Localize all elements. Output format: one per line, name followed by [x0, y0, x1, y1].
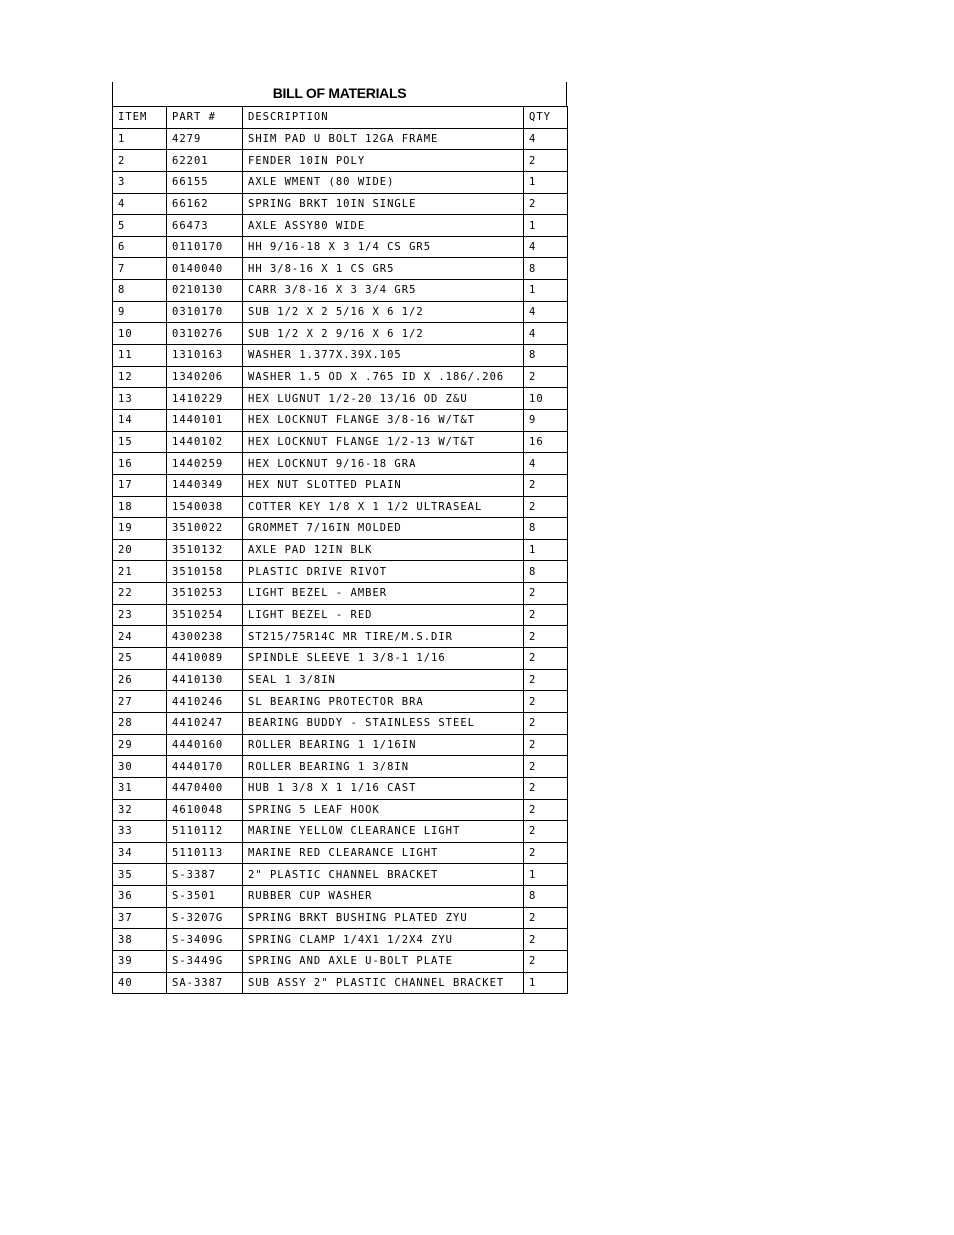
part-number-cell: 1440101 — [167, 409, 243, 431]
item-cell: 32 — [113, 799, 167, 821]
part-number-cell: 4410247 — [167, 712, 243, 734]
part-number-cell: S-3409G — [167, 929, 243, 951]
qty-cell: 2 — [524, 150, 568, 172]
qty-cell: 8 — [524, 561, 568, 583]
item-cell: 21 — [113, 561, 167, 583]
table-row — [113, 734, 568, 756]
table-row — [113, 301, 568, 323]
part-number-cell: 4440160 — [167, 734, 243, 756]
part-number-cell: 0210130 — [167, 280, 243, 302]
description-cell: SPRING BRKT 10IN SINGLE — [243, 193, 524, 215]
table-row — [113, 604, 568, 626]
table-row — [113, 453, 568, 475]
qty-cell: 2 — [524, 777, 568, 799]
description-cell: HEX NUT SLOTTED PLAIN — [243, 474, 524, 496]
description-cell: SPRING 5 LEAF HOOK — [243, 799, 524, 821]
part-number-cell: 4440170 — [167, 756, 243, 778]
table-title: BILL OF MATERIALS — [112, 82, 567, 106]
description-cell: SEAL 1 3/8IN — [243, 669, 524, 691]
description-cell: BEARING BUDDY - STAINLESS STEEL — [243, 712, 524, 734]
description-cell: AXLE ASSY80 WIDE — [243, 215, 524, 237]
qty-cell: 2 — [524, 583, 568, 605]
description-cell: MARINE RED CLEARANCE LIGHT — [243, 842, 524, 864]
item-cell: 13 — [113, 388, 167, 410]
qty-cell: 1 — [524, 539, 568, 561]
table-row — [113, 539, 568, 561]
table-row — [113, 431, 568, 453]
part-number-cell: 4410246 — [167, 691, 243, 713]
table-row — [113, 561, 568, 583]
item-cell: 33 — [113, 821, 167, 843]
item-cell: 2 — [113, 150, 167, 172]
description-cell: GROMMET 7/16IN MOLDED — [243, 518, 524, 540]
table-row — [113, 409, 568, 431]
part-number-cell: S-3449G — [167, 950, 243, 972]
description-cell: MARINE YELLOW CLEARANCE LIGHT — [243, 821, 524, 843]
description-cell: ST215/75R14C MR TIRE/M.S.DIR — [243, 626, 524, 648]
description-cell: AXLE WMENT (80 WIDE) — [243, 171, 524, 193]
item-cell: 12 — [113, 366, 167, 388]
part-number-cell: 1340206 — [167, 366, 243, 388]
part-number-cell: 3510158 — [167, 561, 243, 583]
bom-table — [112, 106, 568, 994]
description-cell: LIGHT BEZEL - AMBER — [243, 583, 524, 605]
description-cell: FENDER 10IN POLY — [243, 150, 524, 172]
item-cell: 9 — [113, 301, 167, 323]
table-row — [113, 171, 568, 193]
description-cell: SUB 1/2 X 2 5/16 X 6 1/2 — [243, 301, 524, 323]
table-row — [113, 215, 568, 237]
part-number-cell: 0310170 — [167, 301, 243, 323]
part-number-cell: 0310276 — [167, 323, 243, 345]
part-number-cell: 0140040 — [167, 258, 243, 280]
qty-cell: 9 — [524, 409, 568, 431]
header-qty: QTY — [524, 107, 568, 129]
qty-cell: 4 — [524, 453, 568, 475]
table-row — [113, 950, 568, 972]
part-number-cell: 0110170 — [167, 236, 243, 258]
qty-cell: 2 — [524, 950, 568, 972]
description-cell: SPRING BRKT BUSHING PLATED ZYU — [243, 907, 524, 929]
item-cell: 37 — [113, 907, 167, 929]
part-number-cell: 1410229 — [167, 388, 243, 410]
table-row — [113, 496, 568, 518]
description-cell: HH 3/8-16 X 1 CS GR5 — [243, 258, 524, 280]
item-cell: 10 — [113, 323, 167, 345]
description-cell: PLASTIC DRIVE RIVOT — [243, 561, 524, 583]
item-cell: 35 — [113, 864, 167, 886]
part-number-cell: 1540038 — [167, 496, 243, 518]
qty-cell: 1 — [524, 972, 568, 994]
part-number-cell: 4279 — [167, 128, 243, 150]
item-cell: 14 — [113, 409, 167, 431]
part-number-cell: 4410089 — [167, 648, 243, 670]
table-row — [113, 150, 568, 172]
table-row — [113, 236, 568, 258]
qty-cell: 2 — [524, 193, 568, 215]
description-cell: SUB ASSY 2" PLASTIC CHANNEL BRACKET — [243, 972, 524, 994]
part-number-cell: 4410130 — [167, 669, 243, 691]
part-number-cell: 66162 — [167, 193, 243, 215]
description-cell: SPINDLE SLEEVE 1 3/8-1 1/16 — [243, 648, 524, 670]
table-row — [113, 907, 568, 929]
part-number-cell: 3510132 — [167, 539, 243, 561]
item-cell: 24 — [113, 626, 167, 648]
part-number-cell: S-3501 — [167, 886, 243, 908]
item-cell: 8 — [113, 280, 167, 302]
description-cell: COTTER KEY 1/8 X 1 1/2 ULTRASEAL — [243, 496, 524, 518]
item-cell: 16 — [113, 453, 167, 475]
qty-cell: 2 — [524, 907, 568, 929]
qty-cell: 10 — [524, 388, 568, 410]
item-cell: 30 — [113, 756, 167, 778]
part-number-cell: 66155 — [167, 171, 243, 193]
header-row — [113, 107, 568, 129]
part-number-cell: 4300238 — [167, 626, 243, 648]
qty-cell: 2 — [524, 799, 568, 821]
part-number-cell: 4470400 — [167, 777, 243, 799]
bill-of-materials — [112, 82, 567, 994]
table-row — [113, 474, 568, 496]
item-cell: 5 — [113, 215, 167, 237]
part-number-cell: 1310163 — [167, 345, 243, 367]
qty-cell: 1 — [524, 280, 568, 302]
table-row — [113, 821, 568, 843]
item-cell: 38 — [113, 929, 167, 951]
qty-cell: 4 — [524, 301, 568, 323]
item-cell: 18 — [113, 496, 167, 518]
qty-cell: 2 — [524, 756, 568, 778]
qty-cell: 2 — [524, 496, 568, 518]
table-row — [113, 648, 568, 670]
description-cell: ROLLER BEARING 1 3/8IN — [243, 756, 524, 778]
table-row — [113, 518, 568, 540]
qty-cell: 2 — [524, 366, 568, 388]
qty-cell: 2 — [524, 648, 568, 670]
table-row — [113, 886, 568, 908]
part-number-cell: 5110113 — [167, 842, 243, 864]
table-row — [113, 756, 568, 778]
table-row — [113, 258, 568, 280]
description-cell: SPRING CLAMP 1/4X1 1/2X4 ZYU — [243, 929, 524, 951]
part-number-cell: 4610048 — [167, 799, 243, 821]
item-cell: 28 — [113, 712, 167, 734]
part-number-cell: S-3387 — [167, 864, 243, 886]
table-row — [113, 193, 568, 215]
table-row — [113, 712, 568, 734]
item-cell: 4 — [113, 193, 167, 215]
part-number-cell: 1440102 — [167, 431, 243, 453]
description-cell: WASHER 1.377X.39X.105 — [243, 345, 524, 367]
qty-cell: 8 — [524, 345, 568, 367]
qty-cell: 8 — [524, 518, 568, 540]
item-cell: 25 — [113, 648, 167, 670]
description-cell: ROLLER BEARING 1 1/16IN — [243, 734, 524, 756]
table-row — [113, 366, 568, 388]
item-cell: 34 — [113, 842, 167, 864]
qty-cell: 4 — [524, 236, 568, 258]
item-cell: 22 — [113, 583, 167, 605]
qty-cell: 2 — [524, 712, 568, 734]
table-row — [113, 323, 568, 345]
item-cell: 11 — [113, 345, 167, 367]
qty-cell: 1 — [524, 215, 568, 237]
qty-cell: 2 — [524, 734, 568, 756]
qty-cell: 1 — [524, 864, 568, 886]
table-row — [113, 128, 568, 150]
qty-cell: 2 — [524, 626, 568, 648]
item-cell: 15 — [113, 431, 167, 453]
description-cell: AXLE PAD 12IN BLK — [243, 539, 524, 561]
qty-cell: 4 — [524, 128, 568, 150]
description-cell: HUB 1 3/8 X 1 1/16 CAST — [243, 777, 524, 799]
header-part: PART # — [167, 107, 243, 129]
item-cell: 7 — [113, 258, 167, 280]
description-cell: SUB 1/2 X 2 9/16 X 6 1/2 — [243, 323, 524, 345]
item-cell: 36 — [113, 886, 167, 908]
part-number-cell: 3510022 — [167, 518, 243, 540]
part-number-cell: SA-3387 — [167, 972, 243, 994]
table-row — [113, 799, 568, 821]
item-cell: 26 — [113, 669, 167, 691]
item-cell: 23 — [113, 604, 167, 626]
item-cell: 40 — [113, 972, 167, 994]
header-description: DESCRIPTION — [243, 107, 524, 129]
description-cell: WASHER 1.5 OD X .765 ID X .186/.206 — [243, 366, 524, 388]
item-cell: 3 — [113, 171, 167, 193]
part-number-cell: 1440349 — [167, 474, 243, 496]
qty-cell: 2 — [524, 474, 568, 496]
qty-cell: 16 — [524, 431, 568, 453]
table-row — [113, 972, 568, 994]
description-cell: RUBBER CUP WASHER — [243, 886, 524, 908]
description-cell: SL BEARING PROTECTOR BRA — [243, 691, 524, 713]
description-cell: HEX LUGNUT 1/2-20 13/16 OD Z&U — [243, 388, 524, 410]
item-cell: 27 — [113, 691, 167, 713]
table-row — [113, 864, 568, 886]
table-row — [113, 388, 568, 410]
part-number-cell: 5110112 — [167, 821, 243, 843]
qty-cell: 1 — [524, 171, 568, 193]
part-number-cell: 62201 — [167, 150, 243, 172]
part-number-cell: 3510254 — [167, 604, 243, 626]
qty-cell: 2 — [524, 691, 568, 713]
qty-cell: 8 — [524, 886, 568, 908]
qty-cell: 2 — [524, 604, 568, 626]
part-number-cell: 3510253 — [167, 583, 243, 605]
qty-cell: 2 — [524, 821, 568, 843]
item-cell: 31 — [113, 777, 167, 799]
table-row — [113, 626, 568, 648]
qty-cell: 8 — [524, 258, 568, 280]
part-number-cell: S-3207G — [167, 907, 243, 929]
item-cell: 17 — [113, 474, 167, 496]
part-number-cell: 66473 — [167, 215, 243, 237]
table-row — [113, 345, 568, 367]
header-item: ITEM — [113, 107, 167, 129]
item-cell: 20 — [113, 539, 167, 561]
table-row — [113, 669, 568, 691]
description-cell: CARR 3/8-16 X 3 3/4 GR5 — [243, 280, 524, 302]
description-cell: HH 9/16-18 X 3 1/4 CS GR5 — [243, 236, 524, 258]
description-cell: 2" PLASTIC CHANNEL BRACKET — [243, 864, 524, 886]
item-cell: 1 — [113, 128, 167, 150]
table-row — [113, 583, 568, 605]
table-row — [113, 280, 568, 302]
table-body — [113, 128, 568, 994]
description-cell: SHIM PAD U BOLT 12GA FRAME — [243, 128, 524, 150]
qty-cell: 2 — [524, 842, 568, 864]
item-cell: 29 — [113, 734, 167, 756]
description-cell: SPRING AND AXLE U-BOLT PLATE — [243, 950, 524, 972]
table-row — [113, 842, 568, 864]
table-row — [113, 691, 568, 713]
item-cell: 39 — [113, 950, 167, 972]
table-row — [113, 929, 568, 951]
qty-cell: 2 — [524, 669, 568, 691]
description-cell: HEX LOCKNUT FLANGE 1/2-13 W/T&T — [243, 431, 524, 453]
qty-cell: 4 — [524, 323, 568, 345]
description-cell: LIGHT BEZEL - RED — [243, 604, 524, 626]
qty-cell: 2 — [524, 929, 568, 951]
description-cell: HEX LOCKNUT 9/16-18 GRA — [243, 453, 524, 475]
description-cell: HEX LOCKNUT FLANGE 3/8-16 W/T&T — [243, 409, 524, 431]
table-row — [113, 777, 568, 799]
item-cell: 6 — [113, 236, 167, 258]
part-number-cell: 1440259 — [167, 453, 243, 475]
item-cell: 19 — [113, 518, 167, 540]
